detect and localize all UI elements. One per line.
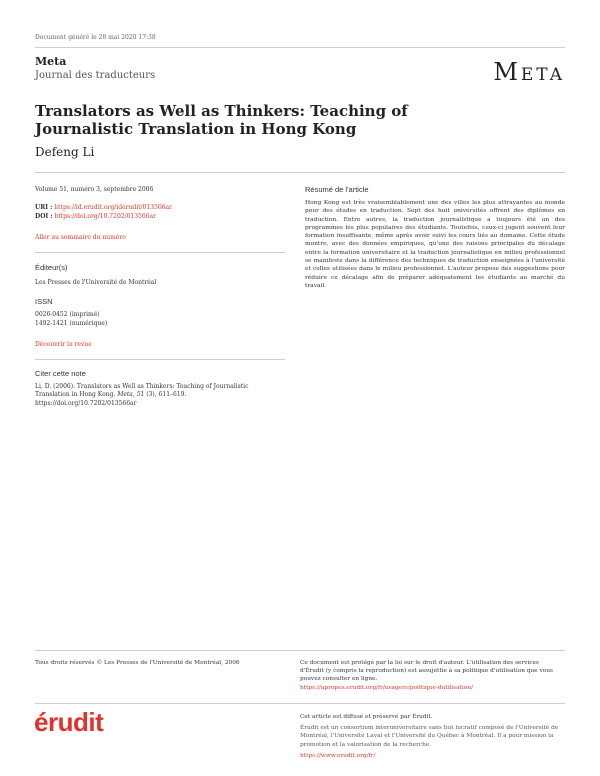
divider-left-2 (35, 359, 285, 360)
journal-subtitle: Journal des traducteurs (35, 70, 156, 81)
citation-line-2 (35, 391, 285, 399)
citation-journal: Meta (117, 391, 133, 399)
meta-logo (493, 58, 565, 86)
volume-info: Volume 51, numéro 3, septembre 2006 (35, 186, 154, 193)
doi-line (35, 213, 285, 221)
publisher-label: Éditeur(s) (35, 263, 68, 272)
divider-top (35, 47, 565, 48)
erudit-title: Cet article est diffusé et préservé par Érudit. (300, 714, 433, 720)
rights-text: Tous droits réservés © Les Presses de l'Université de Montréal, 2006 (35, 660, 240, 666)
citation (35, 383, 285, 408)
summary-link[interactable]: Aller au sommaire du numéro (35, 234, 126, 241)
journal-name: Meta (35, 55, 67, 68)
doi-label: DOI : (35, 213, 53, 220)
publisher-name: Les Presses de l'Université de Montréal (35, 279, 157, 286)
erudit-logo: érudit (34, 707, 104, 737)
citation-volume: 51 (136, 391, 145, 399)
discover-link[interactable]: Découvrir la revue (35, 341, 92, 348)
citation-line-1: Li, D. (2006). Translators as Well as Thinkers: Teaching of Journalistic (35, 383, 249, 390)
uri-label: URI : (35, 204, 53, 211)
usage-policy-link[interactable]: https://apropos.erudit.org/fr/usagers/politique-dutilisation/ (300, 684, 473, 691)
article-title: Translators as Well as Thinkers: Teaching of Journalistic Translation in Hong Kong (35, 102, 408, 138)
usage-policy-text: Ce document est protégé par la loi sur le droit d'auteur. L'utilisation des services d'Érudit (y compris la reproduction) est assujettie à sa politique d'utilisation que vous pouvez consulter en ligne. (300, 660, 553, 683)
issn-digital: 1492-1421 (numérique) (35, 320, 108, 327)
erudit-description: Érudit est un consortium interuniversitaire sans but lucratif composé de l'Université de Montréal, l'Université Laval et l'Université du Québec à Montréal. Il a pour mission la promotion et la valorisation de la recherche. (300, 725, 559, 748)
divider-mid (35, 172, 565, 173)
abstract-label: Résumé de l'article (305, 185, 369, 194)
uri-line (35, 204, 285, 212)
divider-footer (35, 650, 565, 651)
usage-policy (300, 659, 562, 692)
divider-erudit (35, 703, 565, 704)
erudit-link[interactable]: https://www.erudit.org/fr/ (300, 752, 376, 759)
doi-link[interactable]: https://doi.org/10.7202/013566ar (54, 213, 156, 220)
issn-label: ISSN (35, 297, 53, 306)
meta-logo-text: Meta (493, 58, 565, 86)
cite-label: Citer cette note (35, 369, 86, 378)
citation-line-2-post: (3), 611–619. (144, 391, 187, 399)
generated-date: Document généré le 28 mai 2020 17:38 (35, 34, 156, 41)
citation-sep: , (132, 391, 137, 399)
citation-line-3: https://doi.org/10.7202/013566ar (35, 399, 137, 407)
divider-left-1 (35, 252, 285, 253)
erudit-block (300, 713, 562, 760)
abstract-text: Hong Kong est très vraisemblablement une des villes les plus attrayantes au monde pour des études en traduction. Sept des huit universités offrent des diplômes en traduction. Entre autres, la traduction journalistique a toujours été un des programmes les plus populaires des étudiants. Toutefois, ceux-ci jugent souvent leur formation insuffisante, même après avoir suivi les cours liés au domaine. Cette étude montre, avec des données empiriques, qu'une des raisons principales du décalage entre la formation universitaire et la traduction journalistique en milieu professionnel se manifeste dans la différence des techniques de traduction enseignées à l'université et celles utilisées dans le milieu professionnel. L'auteur propose des suggestions pour réduire ce décalage afin de préparer adéquatement les étudiants au marché du travail. (305, 200, 565, 289)
uri-link[interactable]: https://id.erudit.org/iderudit/013566ar (54, 204, 172, 211)
issn-print: 0026-0452 (imprimé) (35, 311, 100, 318)
article-author: Defeng Li (35, 145, 95, 159)
citation-line-2-pre: Translation in Hong Kong. (35, 391, 118, 399)
